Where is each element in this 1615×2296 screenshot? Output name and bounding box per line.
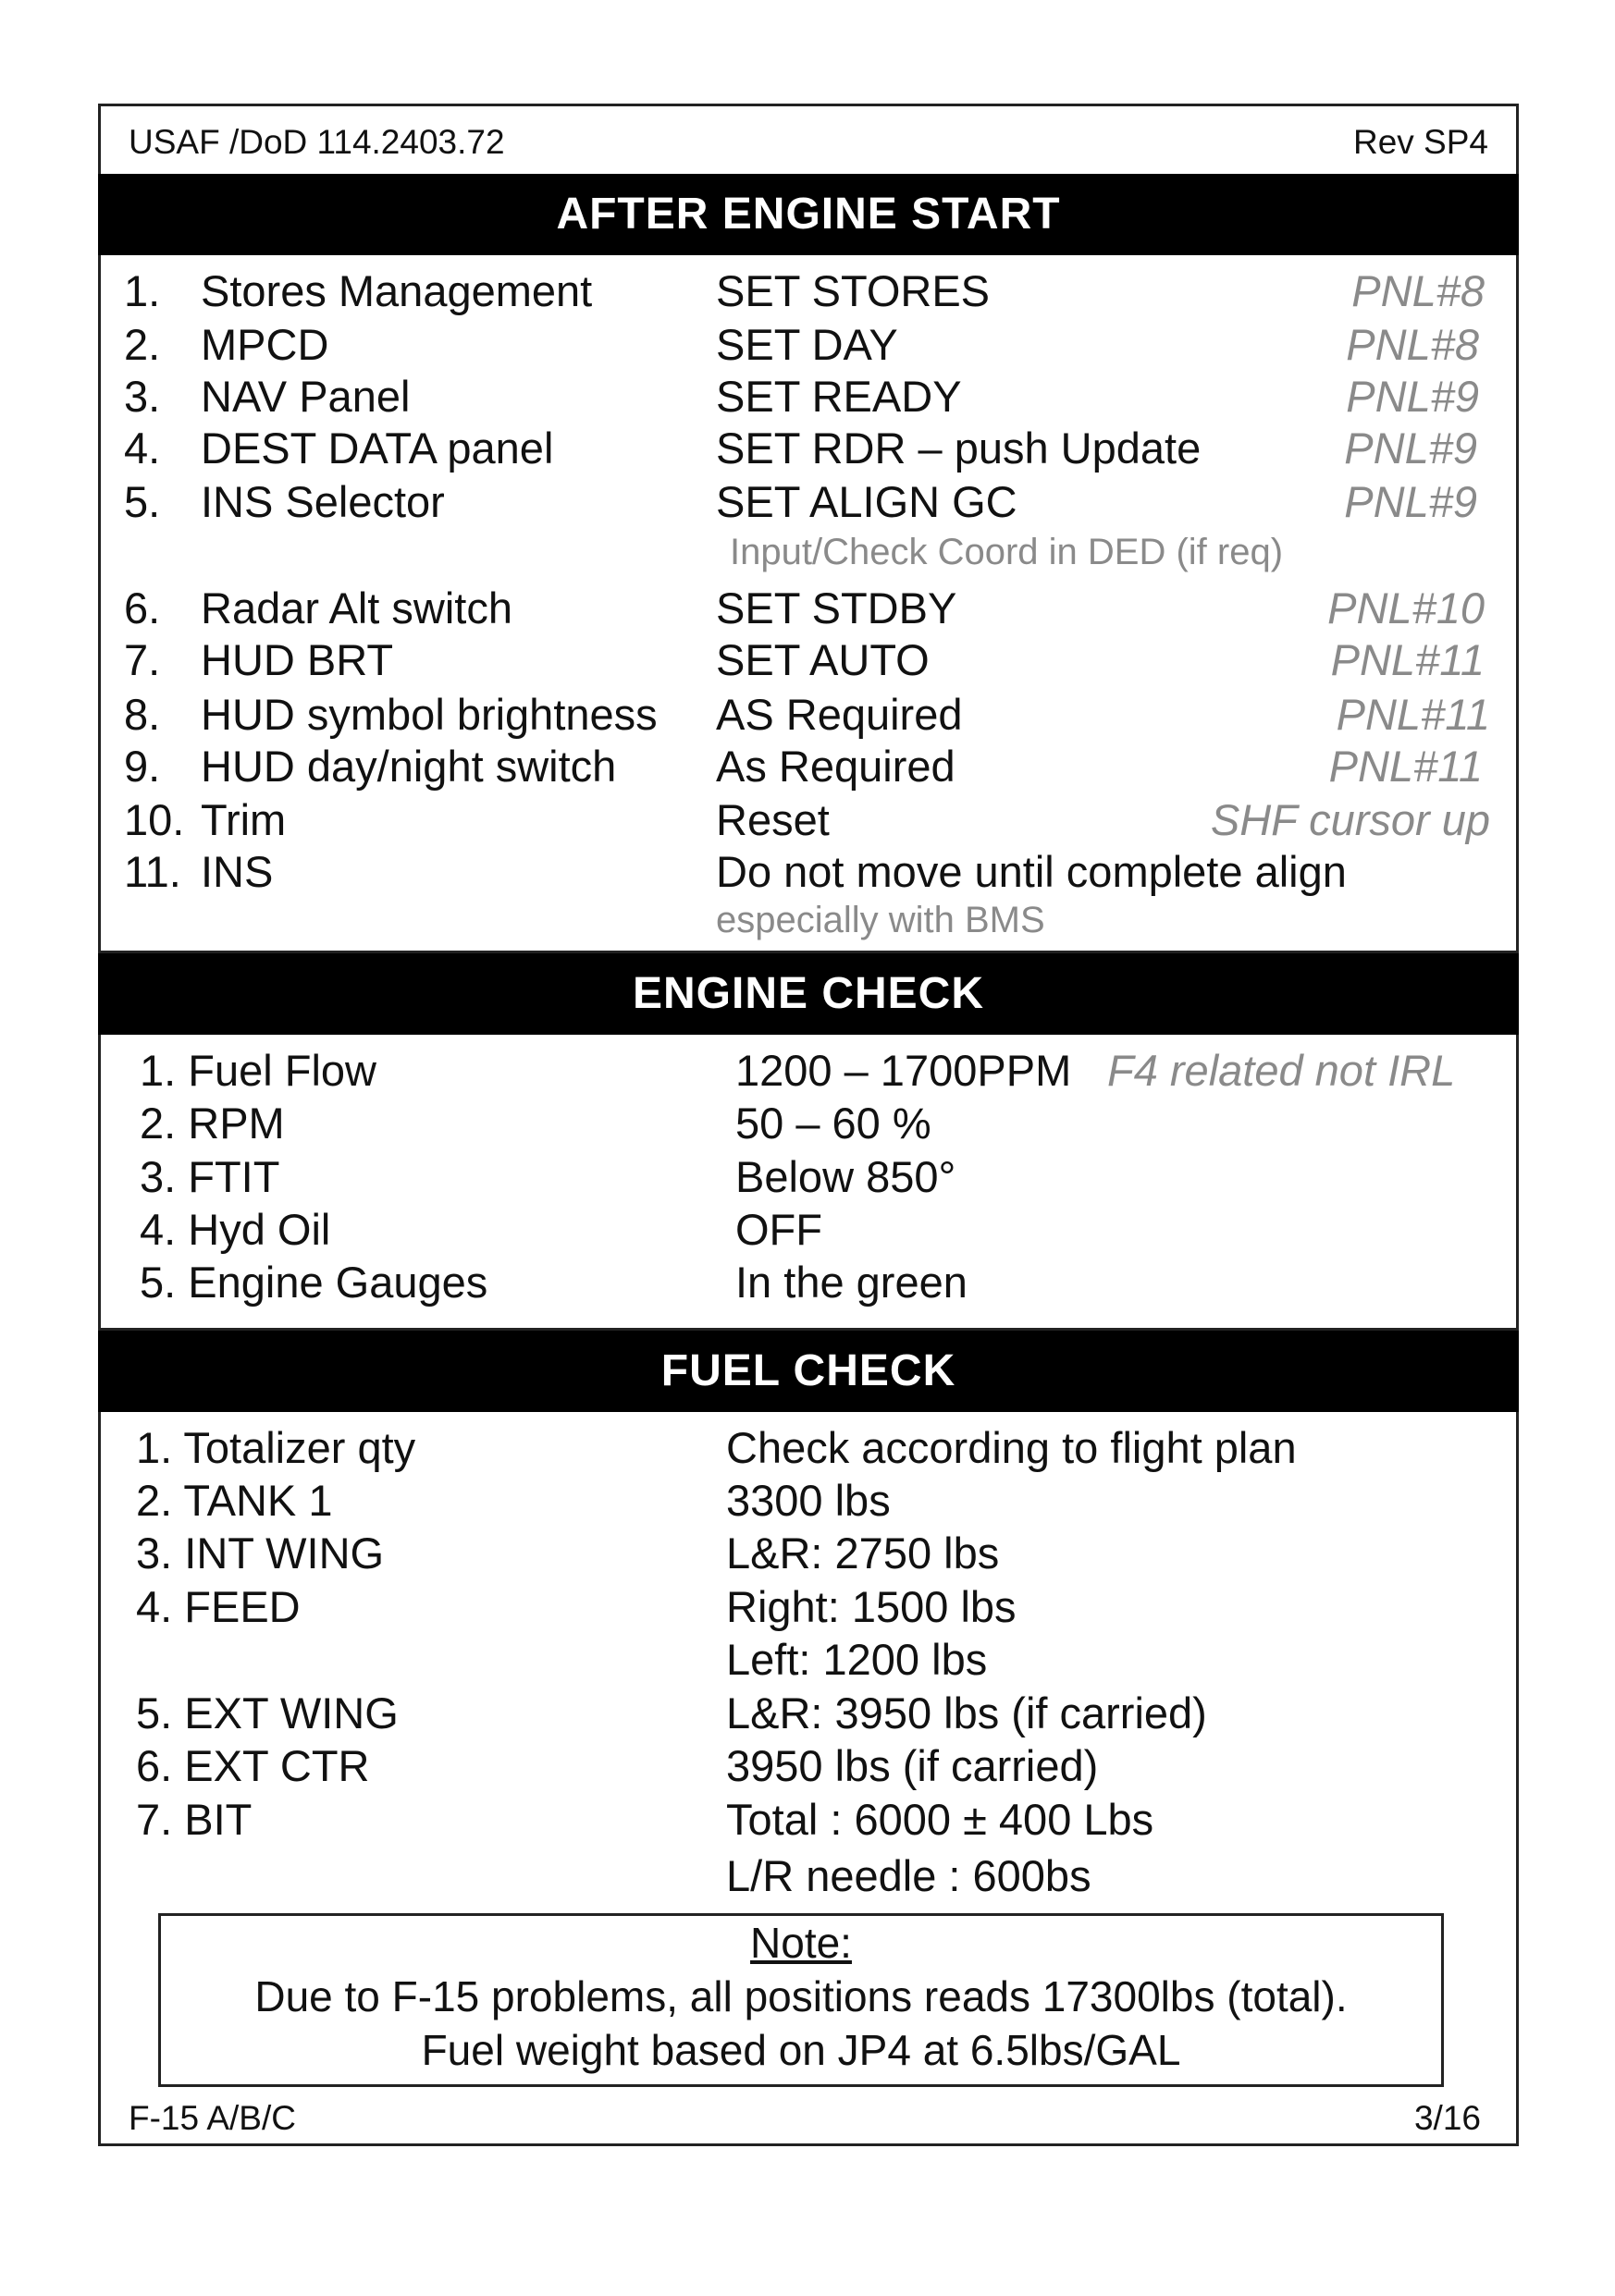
list-item: 6. Radar Alt switch SET STDBY PNL#10 bbox=[124, 583, 1485, 632]
list-item: 1. Stores Management SET STORES PNL#8 bbox=[124, 266, 1485, 315]
note-title: Note: bbox=[750, 1919, 852, 1967]
list-item: 1. Fuel Flow 1200 – 1700PPM F4 related not IRL bbox=[140, 1046, 1456, 1095]
list-item: 3. FTIT Below 850° bbox=[140, 1152, 956, 1201]
list-item: 6. EXT CTR 3950 lbs (if carried) bbox=[136, 1741, 1099, 1790]
list-item: 10. Trim Reset SHF cursor up bbox=[124, 795, 1490, 844]
list-item: 5. EXT WING L&R: 3950 lbs (if carried) bbox=[136, 1688, 1207, 1737]
list-item-note: especially with BMS bbox=[716, 900, 1045, 940]
list-item: 3. NAV Panel SET READY PNL#9 bbox=[124, 372, 1479, 421]
list-item: 2. MPCD SET DAY PNL#8 bbox=[124, 320, 1479, 369]
document-id: USAF /DoD 114.2403.72 bbox=[129, 123, 505, 161]
list-item: 5. INS Selector SET ALIGN GC PNL#9 bbox=[124, 477, 1477, 526]
note-box bbox=[158, 1913, 1444, 2087]
list-item: 2. TANK 1 3300 lbs bbox=[136, 1476, 891, 1525]
revision-label: Rev SP4 bbox=[1352, 123, 1488, 161]
list-item: 7. HUD BRT SET AUTO PNL#11 bbox=[124, 635, 1485, 684]
list-item-note: Input/Check Coord in DED (if req) bbox=[730, 532, 1284, 572]
list-item: 2. RPM 50 – 60 % bbox=[140, 1099, 931, 1148]
list-item: 3. INT WING L&R: 2750 lbs bbox=[136, 1529, 1000, 1578]
section-header-fuel-check: FUEL CHECK bbox=[98, 1331, 1519, 1412]
list-item: 8. HUD symbol brightness AS Required PNL#11 bbox=[124, 690, 1490, 739]
list-item: 7. BIT Total : 6000 ± 400 Lbs bbox=[136, 1795, 1154, 1844]
checklist-page bbox=[98, 104, 1519, 2146]
list-item: 1. Totalizer qty Check according to flight plan bbox=[136, 1423, 1297, 1472]
list-item: 4. FEED Right: 1500 lbs bbox=[136, 1582, 1017, 1631]
list-item-continuation: L/R needle : 600bs bbox=[726, 1851, 1091, 1900]
section-header-after-engine-start: AFTER ENGINE START bbox=[98, 174, 1519, 255]
note-line: Due to F-15 problems, all positions reads 17300lbs (total). bbox=[254, 1972, 1348, 2020]
section-header-engine-check: ENGINE CHECK bbox=[98, 953, 1519, 1035]
list-item: 5. Engine Gauges In the green bbox=[140, 1258, 968, 1307]
aircraft-label: F-15 A/B/C bbox=[129, 2099, 296, 2137]
list-item-continuation: Left: 1200 lbs bbox=[726, 1635, 988, 1684]
note-line: Fuel weight based on JP4 at 6.5lbs/GAL bbox=[421, 2026, 1181, 2074]
list-item: 4. DEST DATA panel SET RDR – push Update PNL#9 bbox=[124, 424, 1477, 473]
page-number: 3/16 bbox=[1413, 2099, 1481, 2137]
list-item: 9. HUD day/night switch As Required PNL#11 bbox=[124, 742, 1483, 791]
list-item: 11. INS Do not move until complete align bbox=[124, 847, 1347, 896]
list-item: 4. Hyd Oil OFF bbox=[140, 1205, 822, 1254]
